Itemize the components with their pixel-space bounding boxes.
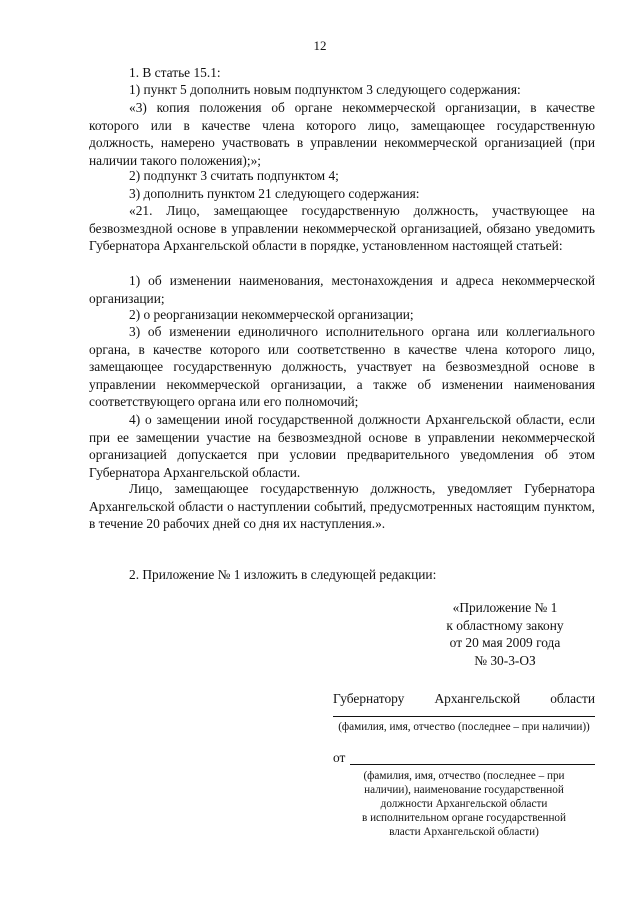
from-label: от — [333, 750, 346, 765]
clause-1-heading: 1. В статье 15.1: — [129, 65, 221, 80]
page-number: 12 — [313, 38, 327, 53]
quoted-point-21: «21. Лицо, замещающее государственную должность, участвующее на безвозмездной основе в управлении некоммерческой организацией, обязано уведомить Губернатора Архангельской области в порядке, установленном настоящей статьей: — [89, 203, 595, 253]
quoted-subpoint-3: «3) копия положения об органе некоммерческой организации, в качестве которого или в качестве члена которого лицо, замещающее государственную должность, намерено участвовать в управлении некоммерческой организацией (при наличии такого положения);»; — [89, 100, 595, 168]
subclause-3: 3) дополнить пунктом 21 следующего содержания: — [129, 186, 420, 201]
addressee-line: Губернатору Архангельской области — [333, 691, 595, 706]
name-fill-line — [333, 716, 595, 717]
subclause-2: 2) подпункт 3 считать подпунктом 4; — [129, 168, 339, 183]
item-3: 3) об изменении единоличного исполнительного органа или коллегиального органа, в качестве которого или соответственно в качестве члена которого лицо, замещающее государственную должность, участвует на безвозмездной основе в управлении некоммерческой организации, а также об изменении наименования соответствующего органа или его полномочий; — [89, 324, 595, 409]
sender-caption-line-5: власти Архангельской области) — [389, 826, 539, 838]
appendix-ref-line-3: от 20 мая 2009 года — [449, 635, 561, 650]
appendix-reference — [420, 599, 590, 669]
notification-paragraph: Лицо, замещающее государственную должность, уведомляет Губернатора Архангельской области о наступлении событий, предусмотренных настоящим пунктом, в течение 20 рабочих дней со дня их наступления.». — [89, 481, 595, 531]
clause-2: 2. Приложение № 1 изложить в следующей редакции: — [129, 567, 437, 582]
appendix-ref-line-2: к областному закону — [446, 617, 564, 633]
item-2: 2) о реорганизации некоммерческой организации; — [129, 307, 414, 322]
name-caption: (фамилия, имя, отчество (последнее – при наличии)) — [338, 721, 590, 733]
from-row — [333, 750, 595, 766]
sender-caption-line-2: наличии), наименование государственной — [364, 784, 564, 796]
item-1: 1) об изменении наименования, местонахождения и адреса некоммерческой организации; — [89, 273, 595, 306]
appendix-ref-line-1: «Приложение № 1 — [452, 600, 558, 615]
item-4: 4) о замещении иной государственной должности Архангельской области, если при ее замещении участие на безвозмездной основе в управлении некоммерческой организацией допускается при условии предварительного уведомления об этом Губернатора Архангельской области. — [89, 412, 595, 480]
appendix-ref-line-4: № 30-3-ОЗ — [474, 652, 536, 668]
sender-caption-line-4: в исполнительном органе государственной — [361, 812, 567, 824]
sender-caption-line-1: (фамилия, имя, отчество (последнее – при — [363, 770, 565, 782]
from-fill-line — [350, 764, 595, 765]
sender-caption — [333, 769, 595, 839]
subclause-1: 1) пункт 5 дополнить новым подпунктом 3 следующего содержания: — [129, 82, 521, 97]
sender-caption-line-3: должности Архангельской области — [380, 798, 548, 810]
